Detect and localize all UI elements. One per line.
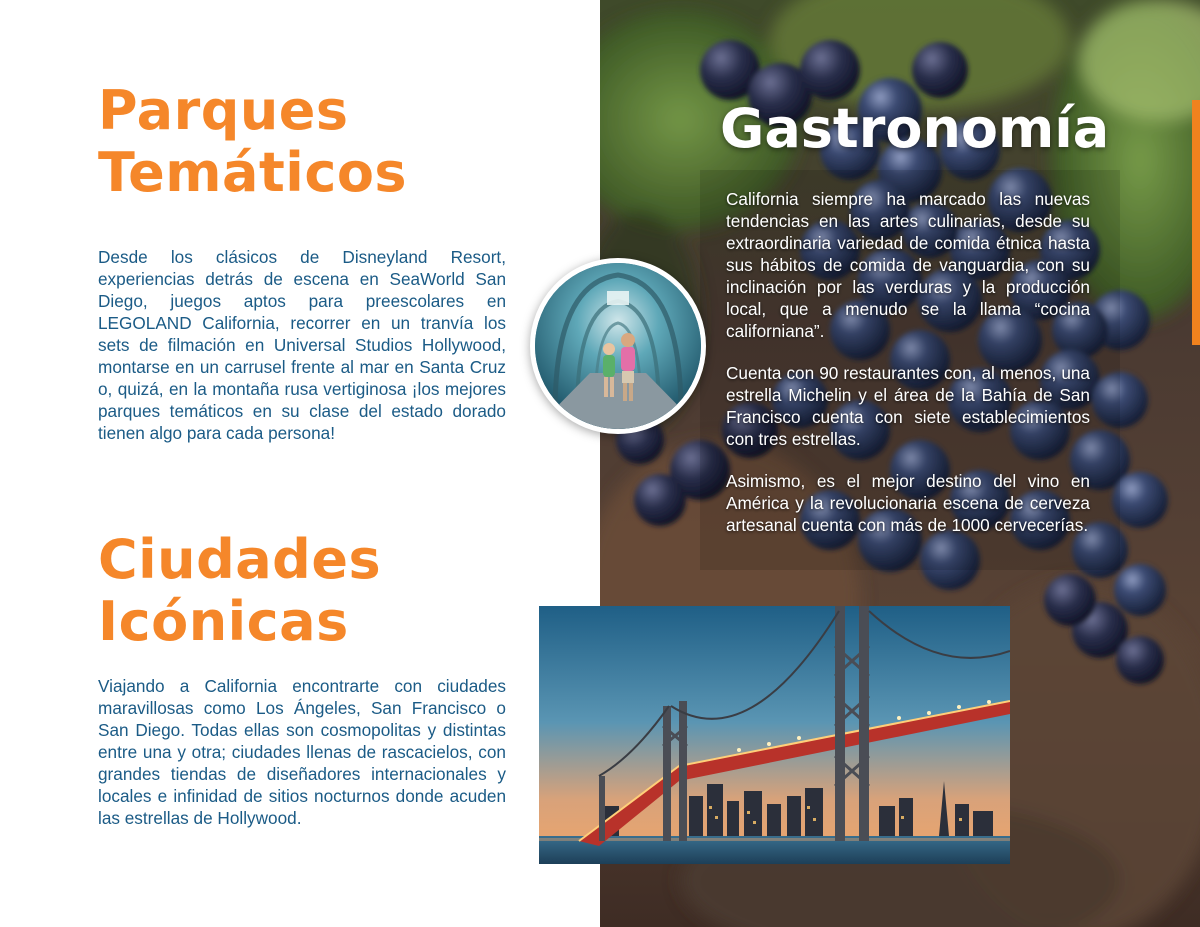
theme-parks-paragraph: Desde los clásicos de Disneyland Resort, experiencias detrás de escena en SeaWorld San Diego, juegos aptos para preescolares en LEGOLAND California, recorrer en un tranvía los sets de filmación en Universal Studios Hollywood, montarse en un carrusel frente al mar en Santa Cruz o, quizá, en la montaña rusa vertiginosa ¡los mejores parques temáticos en su clase del estado dorado tienen algo para cada persona! <box>98 247 506 443</box>
iconic-cities-heading-line1: Ciudades <box>98 528 382 591</box>
iconic-cities-paragraph: Viajando a California encontrarte con ciudades maravillosas como Los Ángeles, San Francisco o San Diego. Todas ellas son cosmopolitas y distintas entre una y otra; ciudades llenas de rascacielos, con grandes tiendas de diseñadores internacionales y locales e infinidad de sitios nocturnos donde acuden las estrellas de Hollywood. <box>98 676 506 828</box>
iconic-cities-heading-line2: Icónicas <box>98 590 349 653</box>
orange-accent-bar <box>1192 100 1200 345</box>
theme-parks-heading <box>98 80 407 204</box>
iconic-cities-heading <box>98 529 381 653</box>
theme-parks-heading-line2: Temáticos <box>98 141 408 204</box>
bridge-illustration <box>539 606 1010 864</box>
gastronomy-paragraph-3: Asimismo, es el mejor destino del vino en América y la revolucionaria escena de cerveza artesanal cuenta con más de 1000 cervecerías. <box>726 471 1090 535</box>
gastronomy-paragraph-2: Cuenta con 90 restaurantes con, al menos, una estrella Michelin y el área de la Bahía de San Francisco cuenta con siete establecimientos con tres estrellas. <box>726 363 1090 449</box>
aquarium-tunnel-photo <box>530 258 706 434</box>
gastronomy-heading: Gastronomía <box>720 97 1110 160</box>
theme-parks-heading-line1: Parques <box>98 79 349 142</box>
gastronomy-paragraph-1: California siempre ha marcado las nuevas tendencias en las artes culinarias, desde su extraordinaria variedad de comida étnica hasta sus hábitos de comida de vanguardia, con su inclinación por las verduras y la producción local, que a menudo se la llama “cocina californiana”. <box>726 189 1090 341</box>
bay-bridge-photo <box>539 606 1010 864</box>
aquarium-illustration <box>535 263 701 429</box>
